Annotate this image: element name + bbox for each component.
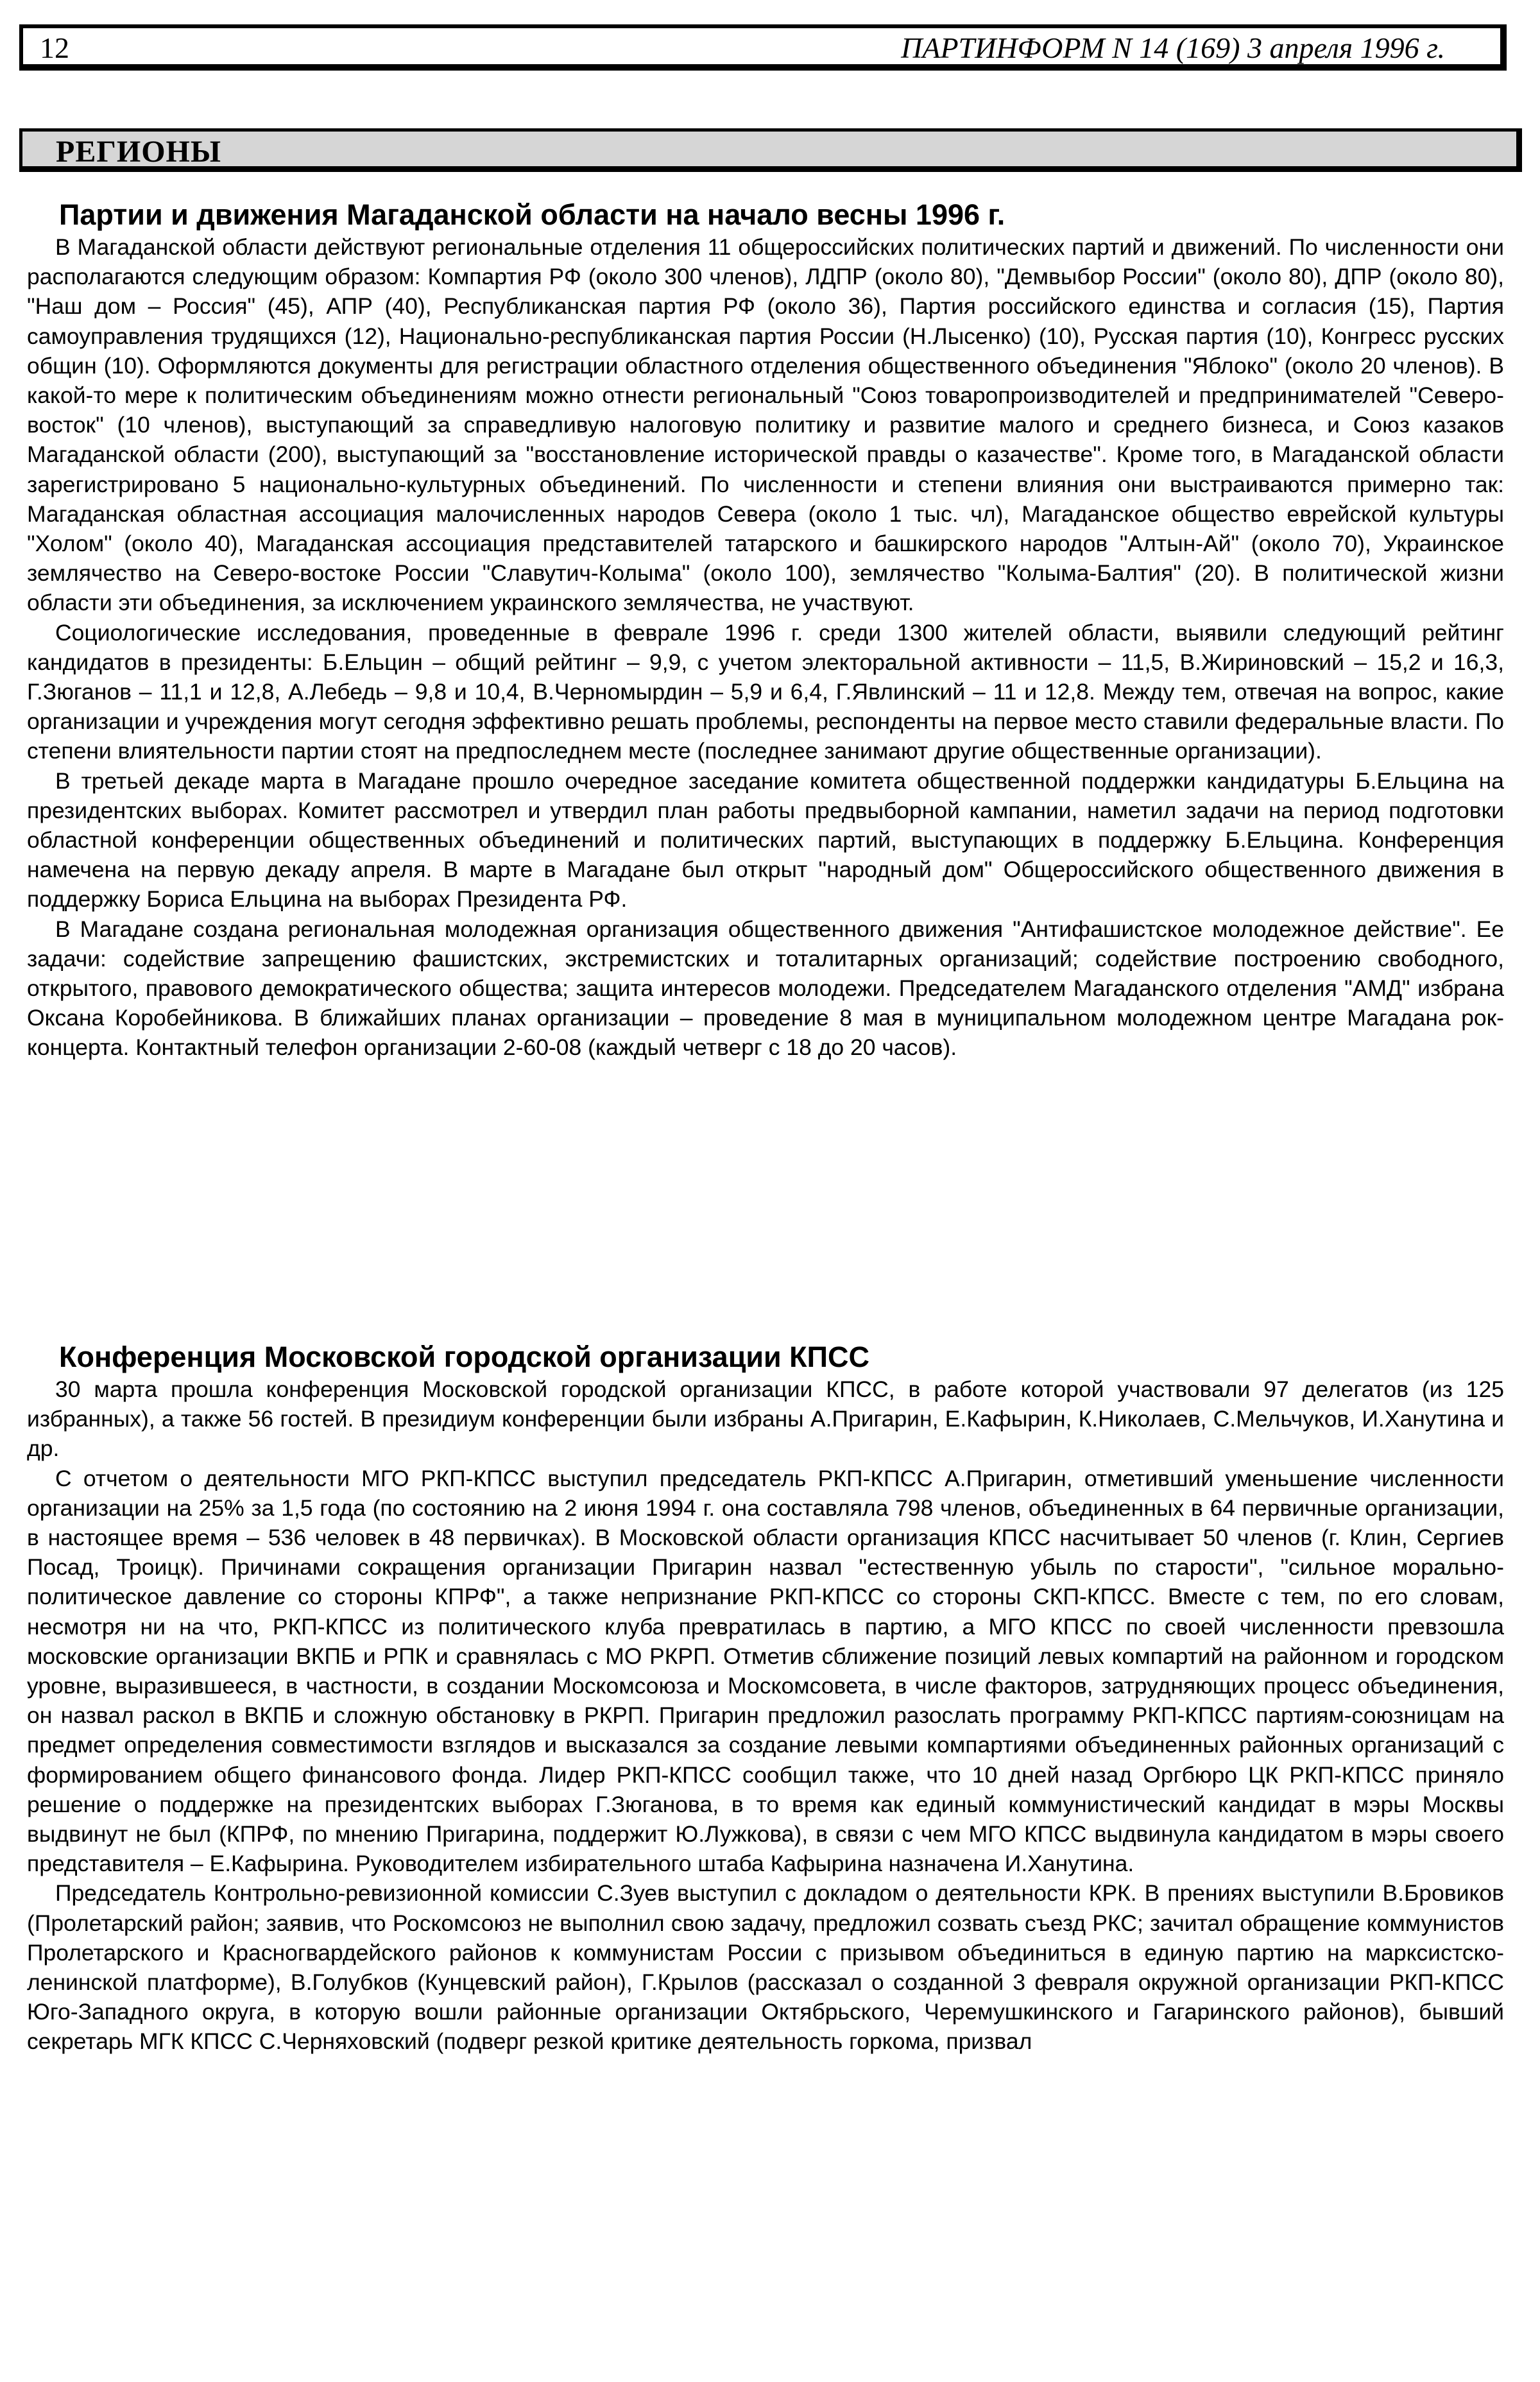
issue-info: ПАРТИНФОРМ N 14 (169) 3 апреля 1996 г.: [901, 31, 1445, 64]
article-magadan-parties: [27, 198, 1504, 1063]
article-paragraph: 30 марта прошла конференция Московской городской организации КПСС, в работе которой участвовали 97 делегатов (из 125 избранных), а также 56 гостей. В президиум конференции были избраны А.Пригарин, Е.Кафырин, К.Николаев, С.Мельчуков, И.Ханутина и др.: [27, 1376, 1504, 1462]
section-title: РЕГИОНЫ: [56, 135, 222, 169]
article-paragraph: В Магадане создана региональная молодежная организация общественного движения "Антифашистское молодежное действие". Ее задачи: содействие запрещению фашистских, экстремистских и тоталитарных организаций; содействие построению свободного, открытого, правового демократического общества; защита интересов молодежи. Председателем Магаданского отделения "АМД" избрана Оксана Коробейникова. В ближайших планах организации – проведение 8 мая в муниципальном молодежном центре Магадана рок-концерта. Контактный телефон организации 2-60-08 (каждый четверг с 18 до 20 часов).: [27, 916, 1504, 1061]
article-moscow-kpss-conference: [27, 1340, 1504, 2057]
article-paragraph: Социологические исследования, проведенные в феврале 1996 г. среди 1300 жителей области, выявили следующий рейтинг кандидатов в президенты: Б.Ельцин – общий рейтинг – 9,9, с учетом электоральной активности – 11,5, В.Жириновский – 15,2 и 16,3, Г.Зюганов – 11,1 и 12,8, А.Лебедь – 9,8 и 10,4, В.Черномырдин – 5,9 и 6,4, Г.Явлинский – 11 и 12,8. Между тем, отвечая на вопрос, какие организации и учреждения могут сегодня эффективно решать проблемы, респонденты на первое место ставили федеральные власти. По степени влиятельности партии стоят на предпоследнем месте (последнее занимают другие общественные организации).: [27, 619, 1504, 764]
article-paragraph: В третьей декаде марта в Магадане прошло очередное заседание комитета общественной поддержки кандидатуры Б.Ельцина на президентских выборах. Комитет рассмотрел и утвердил план работы предвыборной кампании, наметил задачи на период подготовки областной конференции общественных объединений и политических партий, выступающих в поддержку Б.Ельцина. Конференция намечена на первую декаду апреля. В марте в Магадане был открыт "народный дом" Общероссийского общественного движения в поддержку Бориса Ельцина на выборах Президента РФ.: [27, 767, 1504, 913]
article-title: Партии и движения Магаданской области на начало весны 1996 г.: [59, 198, 1005, 231]
page-header: [19, 24, 1507, 71]
section-banner: [19, 128, 1522, 172]
article-title: Конференция Московской городской организации КПСС: [59, 1341, 869, 1373]
article-paragraph: В Магаданской области действуют региональные отделения 11 общероссийских политических партий и движений. По численности они располагаются следующим образом: Компартия РФ (около 300 членов), ЛДПР (около 80), "Демвыбор России" (около 80), ДПР (около 80), "Наш дом – Россия" (45), АПР (40), Республиканская партия РФ (около 36), Партия российского единства и согласия (15), Партия самоуправления трудящихся (12), Национально-республиканская партия России (Н.Лысенко) (10), Русская партия (10), Конгресс русских общин (10). Оформляются документы для регистрации областного отделения общественного объединения "Яблоко" (около 20 членов). В какой-то мере к политическим объединениям можно отнести региональный "Союз товаропроизводителей и предпринимателей "Северо-восток" (10 членов), выступающий за справедливую налоговую политику и развитие малого и среднего бизнеса, и Союз казаков Магаданской области (200), выступающий за "восстановление исторической правды о казачестве". Кроме того, в Магаданской области зарегистрировано 5 национально-культурных объединений. По численности и степени влияния они выстраиваются примерно так: Магаданская областная ассоциация малочисленных народов Севера (около 1 тыс. чл), Магаданское общество еврейской культуры "Холом" (около 40), Магаданская ассоциация представителей татарского и башкирского народов "Алтын-Ай" (около 70), Украинское землячество на Северо-востоке России "Славутич-Колыма" (около 100), землячество "Колыма-Балтия" (20). В политической жизни области эти объединения, за исключением украинского землячества, не участвуют.: [27, 234, 1504, 616]
page-number: 12: [40, 31, 69, 64]
article-paragraph: Председатель Контрольно-ревизионной комиссии С.Зуев выступил с докладом о деятельности КРК. В прениях выступили В.Бровиков (Пролетарский район; заявив, что Роскомсоюз не выполнил свою задачу, предложил созвать съезд РКС; зачитал обращение коммунистов Пролетарского и Красногвардейского районов к коммунистам России с призывом объединиться в единую партию на марксистско-ленинской платформе), В.Голубков (Кунцевский район), Г.Крылов (рассказал о созданной 3 февраля окружной организации РКП-КПСС Юго-Западного округа, в которую вошли районные организации Октябрьского, Черемушкинского и Гагаринского районов), бывший секретарь МГК КПСС С.Черняховский (подверг резкой критике деятельность горкома, призвал: [27, 1880, 1504, 2055]
article-paragraph: С отчетом о деятельности МГО РКП-КПСС выступил председатель РКП-КПСС А.Пригарин, отметивший уменьшение численности организации на 25% за 1,5 года (по состоянию на 2 июня 1994 г. она составляла 798 членов, объединенных в 64 первичные организации, в настоящее время – 536 человек в 48 первичках). В Московской области организация КПСС насчитывает 50 членов (г. Клин, Сергиев Посад, Троицк). Причинами сокращения организации Пригарин назвал "естественную убыль по старости", "сильное морально-политическое давление со стороны КПРФ", а также непризнание РКП-КПСС со стороны СКП-КПСС. Вместе с тем, по его словам, несмотря ни на что, РКП-КПСС из политического клуба превратилась в партию, а МГО КПСС по своей численности превзошла московские организации ВКПБ и РПК и сравнялась с МО РКРП. Отметив сближение позиций левых компартий на районном и городском уровне, выразившееся, в частности, в создании Москомсоюза и Москомсовета, в числе факторов, затрудняющих процесс объединения, он назвал раскол в ВКПБ и сложную обстановку в РКРП. Пригарин предложил разослать программу РКП-КПСС партиям-союзницам на предмет определения совместимости взглядов и высказался за создание левыми компартиями объединенных районных организаций с формированием общего финансового фонда. Лидер РКП-КПСС сообщил также, что 10 дней назад Оргбюро ЦК РКП-КПСС приняло решение о поддержке на президентских выборах Г.Зюганова, в то время как единый коммунистический кандидат в мэры Москвы выдвинут не был (КПРФ, по мнению Пригарина, поддержит Ю.Лужкова), в связи с чем МГО КПСС выдвинула кандидатом в мэры своего представителя – Е.Кафырина. Руководителем избирательного штаба Кафырина назначена И.Ханутина.: [27, 1465, 1504, 1877]
